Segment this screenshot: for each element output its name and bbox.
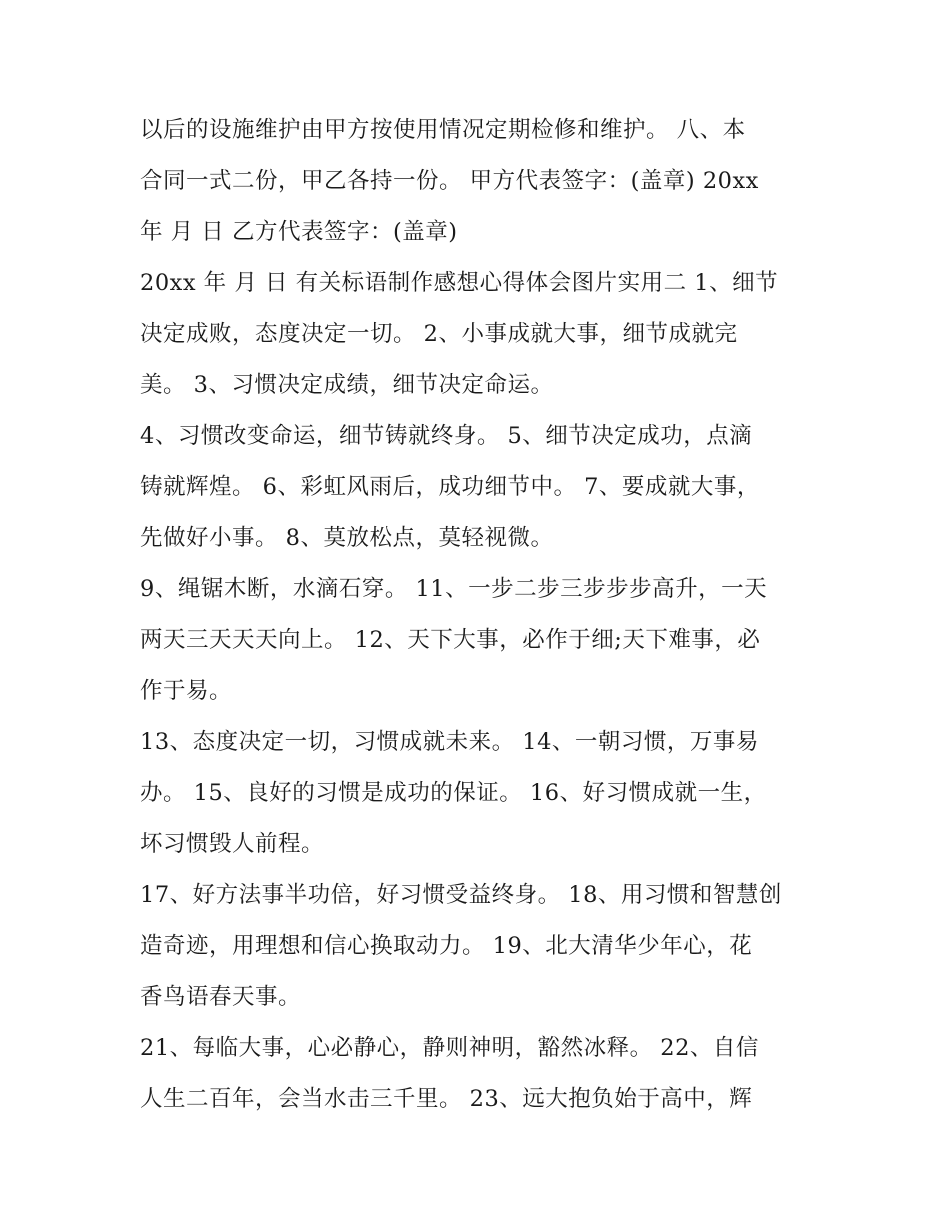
paragraph-slogans-9-12 xyxy=(140,564,820,717)
document-body xyxy=(140,105,820,1125)
text-line: 17、好方法事半功倍，好习惯受益终身。 18、用习惯和智慧创 xyxy=(140,882,782,908)
paragraph-slogans-4-8 xyxy=(140,411,820,564)
text-line: 21、每临大事，心必静心，静则神明，豁然冰释。 22、自信 xyxy=(140,1035,759,1061)
paragraph-contract-terms xyxy=(140,105,820,258)
text-line: 香鸟语春天事。 xyxy=(140,984,302,1010)
text-line: 人生二百年，会当水击三千里。 23、远大抱负始于高中，辉 xyxy=(140,1086,753,1112)
text-line: 合同一式二份，甲乙各持一份。 甲方代表签字：(盖章) 20xx xyxy=(140,168,759,194)
text-line: 作于易。 xyxy=(140,678,233,704)
paragraph-slogans-21-23 xyxy=(140,1023,820,1125)
paragraph-slogans-intro xyxy=(140,258,820,411)
text-line: 铸就辉煌。 6、彩虹风雨后，成功细节中。 7、要成就大事， xyxy=(140,474,760,500)
text-line: 先做好小事。 8、莫放松点，莫轻视微。 xyxy=(140,525,554,551)
text-line: 办。 15、良好的习惯是成功的保证。 16、好习惯成就一生， xyxy=(140,780,767,806)
text-line: 坏习惯毁人前程。 xyxy=(140,831,325,857)
paragraph-slogans-13-16 xyxy=(140,717,820,870)
text-line: 两天三天天天向上。 12、天下大事，必作于细;天下难事，必 xyxy=(140,627,761,653)
text-line: 13、态度决定一切，习惯成就未来。 14、一朝习惯，万事易 xyxy=(140,729,759,755)
text-line: 9、绳锯木断，水滴石穿。 11、一步二步三步步步高升，一天 xyxy=(140,576,768,602)
paragraph-slogans-17-19 xyxy=(140,870,820,1023)
text-line: 美。 3、习惯决定成绩，细节决定命运。 xyxy=(140,372,554,398)
text-line: 4、习惯改变命运，细节铸就终身。 5、细节决定成功，点滴 xyxy=(140,423,753,449)
text-line: 造奇迹，用理想和信心换取动力。 19、北大清华少年心，花 xyxy=(140,933,753,959)
text-line: 20xx 年 月 日 有关标语制作感想心得体会图片实用二 1、细节 xyxy=(140,270,779,296)
text-line: 以后的设施维护由甲方按使用情况定期检修和维护。 八、本 xyxy=(140,117,746,143)
text-line: 决定成败，态度决定一切。 2、小事成就大事，细节成就完 xyxy=(140,321,738,347)
text-line: 年 月 日 乙方代表签字：(盖章) xyxy=(140,219,458,245)
